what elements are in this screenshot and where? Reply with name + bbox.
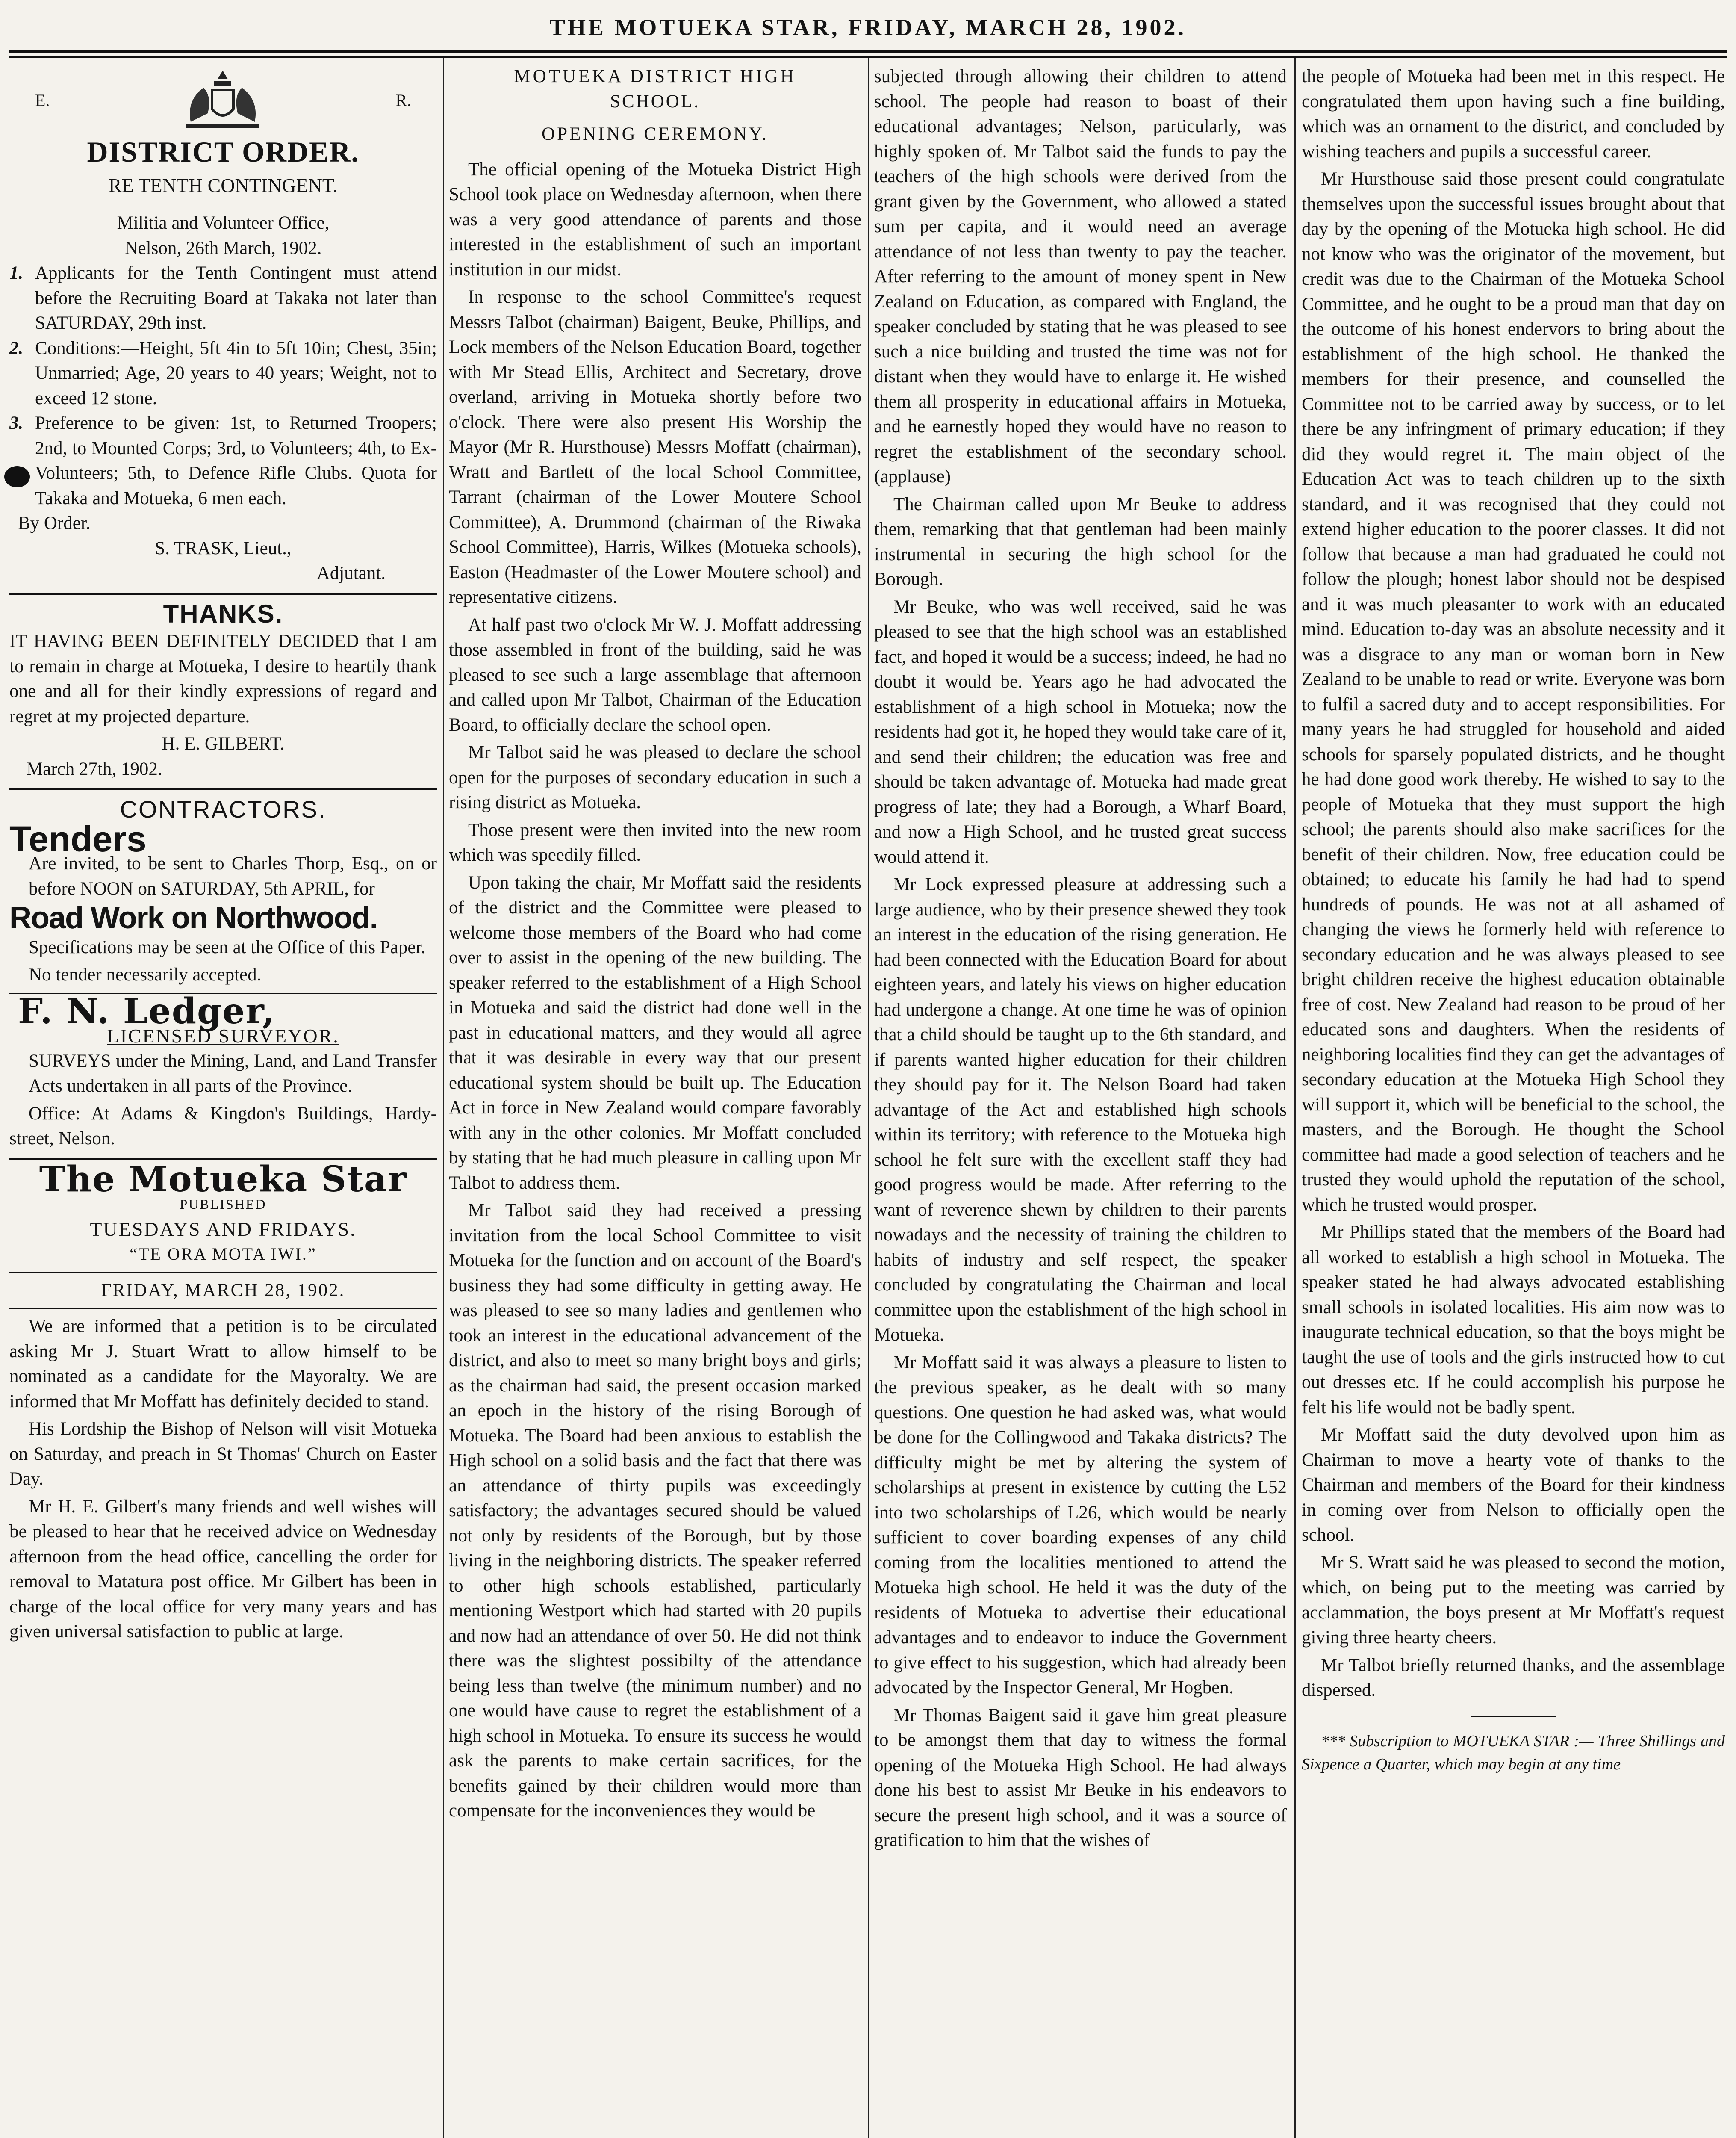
tenders-body: Are invited, to be sent to Charles Thorp, Esq., on or before NOON on SATURDAY, 5th APRIL, for <box>29 853 437 899</box>
article-paragraph: Mr Hursthouse said those present could congratulate themselves upon the successful issues brought about that day by the opening of the Motueka high school. He did not know who was the originator of the movement, but credit was due to the Chairman of the Motueka School Committee, and he ought to be a proud man that day on the outcome of his honest endervors to bring about the establishment of the high school. He thanked the members for their presence, and counselled the Committee not to be carried away by success, or to let there be any infringment of primary education; if they did they would regret it. The main object of the Education Act was to teach children up to the sixth standard, and it was recognised that they could not extend higher education to the poorer classes. It did not follow that because a man had graduated he could not follow the plough; honest labor should not be despised and it was much pleasanter to work with an educated mind. Education to-day was an absolute necessity and it was a disgrace to any man or woman born in New Zealand to be unable to read or write. Everyone was born to fulfil a sacred duty and to accept responsibilities. For many years he had struggled for household and aided schools for sparsely populated districts, and he thought he had done good work thereby. He wished to say to the people of Motueka that they must support the high school; the parents should also make sacrifices for the benefit of their children. Now, free education could be obtained; to educate his family he had had to spend hundreds of pounds. He was not at all ashamed of changing the views he formerly held with reference to secondary education and he was always pleased to see bright children receive the highest education obtainable free of cost. New Zealand had reason to be proud of her educated sons and daughters. When the residents of neighboring localities find they can get the advantages of secondary education at the Motueka High School they will support it, which will be beneficial to the school, the masters, and the Borough. He thought the School committee had made a good selection of teachers and he trusted they would uphold the reputation of the school, which he trusted would prosper. <box>1302 169 1725 1215</box>
article-paragraph: Mr Talbot briefly returned thanks, and the assemblage dispersed. <box>1302 1655 1725 1700</box>
roadwork-heading: Road Work on Northwood. <box>9 901 377 935</box>
order-text: Applicants for the Tenth Contingent must attend before the Recruiting Board at Takaka not later than SATURDAY, 29th inst. <box>35 263 437 333</box>
article-paragraph: Mr Moffatt said it was always a pleasure to listen to the previous speaker, as he dealt with so many questions. One question he had asked was, what would be done for the Collingwood and Takaka districts? The difficulty might be met by altering the system of scholarships at present in existence by cutting the L52 into two scholarships of L26, which would be nearly sufficient to cover boarding expenses of any child coming from the localities mentioned to attend the Motueka high school. He held it was the duty of the residents of Motueka to advertise their educational advantages and to endeavor to induce the Government to give effect to his suggestion, which had already been advocated by the Inspector General, Mr Hogben. <box>874 1352 1287 1698</box>
news-item: His Lordship the Bishop of Nelson will visit Motueka on Saturday, and preach in St Thomas' Church on Easter Day. <box>9 1419 437 1489</box>
ledger-body: SURVEYS under the Mining, Land, and Land Transfer Acts undertaken in all parts of the Province. <box>29 1051 437 1096</box>
order-text: Preference to be given: 1st, to Returned Troopers; 2nd, to Mounted Corps; 3rd, to Volunteers; 4th, to Ex-Volunteers; 5th, to Defence Rifle Clubs. Quota for Takaka and Motueka, 6 men each. <box>35 413 437 508</box>
district-order-title: DISTRICT ORDER. <box>87 136 360 168</box>
article-paragraph: the people of Motueka had been met in this respect. He congratulated them upon having such a fine building, which was an ornament to the district, and concluded by wishing teachers and pupils a successful career. <box>1302 66 1725 162</box>
article-paragraph: At half past two o'clock Mr W. J. Moffatt addressing those assembled in front of the building, said he was pleased to see such a large assemblage that afternoon and called upon Mr Talbot, Chairman of the Education Board, to officially declare the school open. <box>449 614 861 735</box>
article-paragraph: Upon taking the chair, Mr Moffatt said the residents of the district and the Committee were pleased to welcome those members of the Board who had come over to assist in the opening of the new building. The speaker referred to the establishment of a High School in Motueka and said the district had done well in the past in educational matters, and they would all agree that it was desirable in every way that our present educational system should be built up. The Education Act in force in New Zealand would compare favorably with any in the other colonies. Mr Moffatt concluded by stating that he had much pleasure in calling upon Mr Talbot to address them. <box>449 872 861 1193</box>
office-line-2: Nelson, 26th March, 1902. <box>124 238 322 258</box>
article-paragraph: In response to the school Committee's request Messrs Talbot (chairman) Baigent, Beuke, Phillips, and Lock members of the Nelson Education Board, together with Mr Stead Ellis, Architect and Secretary, drove overland, arriving in Motueka shortly before two o'clock. There were also present His Worship the Mayor (Mr R. Hursthouse) Messrs Moffatt (chairman), Wratt and Bartlett of the local School Committee, Tarrant (chairman of the Lower Moutere School Committee), A. Drummond (chairman of the Riwaka School Committee), Harris, Wilkes (Motueka schools), Easton (Headmaster of the Lower Moutere school) and representative citizens. <box>449 287 861 607</box>
article-title-line-1: MOTUEKA DISTRICT HIGH <box>514 66 796 86</box>
contractors-title: CONTRACTORS. <box>120 796 327 823</box>
ledger-name: F. N. Ledger, <box>18 990 276 1032</box>
column-1 <box>9 64 437 2138</box>
article-paragraph: The official opening of the Motueka District High School took place on Wednesday afternoon, when there was a very good attendance of parents and those interested in the establishment of such an important institution in our midst. <box>449 159 861 280</box>
article-paragraph: Mr Lock expressed pleasure at addressing such a large audience, who by their presence shewed they took an interest in the education of the rising generation. He had been connected with the Education Board for about eighteen years, and lately his views on higher education had undergone a change. At one time he was of opinion that a child should be taught up to the 6th standard, and if parents wanted higher education for their children they should pay for it. The Nelson Board had taken advantage of the Act and established high schools within its territory; with reference to the Motueka high school he felt sure with the excellent staff they had good progress would be made. After referring to the want of reverence shewn by children to their parents nowadays and the necessity of training the children to habits of industry and self respect, the speaker concluded by congratulating the Chairman and local committee upon the establishment of the high school in Motueka. <box>874 874 1287 1345</box>
order-number: 1. <box>9 263 24 283</box>
paper-title: The Motueka Star <box>39 1158 407 1200</box>
no-tender-note: No tender necessarily accepted. <box>29 965 262 985</box>
thanks-title: THANKS. <box>163 599 283 628</box>
signer: S. TRASK, Lieut., <box>155 538 292 558</box>
column-divider <box>443 58 444 2138</box>
divider <box>9 1272 437 1273</box>
ledger-office: Office: At Adams & Kingdon's Buildings, Hardy-street, Nelson. <box>9 1103 437 1149</box>
news-item: We are informed that a petition is to be circulated asking Mr J. Stuart Wratt to allow himself to be nominated as a candidate for the Mayoralty. We are informed that Mr Moffatt has definitely decided to stand. <box>9 1316 437 1412</box>
column-4 <box>1302 64 1725 2138</box>
divider <box>1471 1716 1556 1717</box>
column-divider <box>868 58 869 2138</box>
article-paragraph: Mr Moffatt said the duty devolved upon him as Chairman to move a hearty vote of thanks to the Chairman and members of the Board for their kindness in coming over from Nelson to officially open the school. <box>1302 1425 1725 1545</box>
specifications-note: Specifications may be seen at the Office of this Paper. <box>29 937 426 957</box>
subscription-note: *** Subscription to MOTUEKA STAR :— Three Shillings and Sixpence a Quarter, which may begin at any time <box>1302 1732 1725 1773</box>
order-list <box>9 261 437 511</box>
article-paragraph: Mr Talbot said they had received a pressing invitation from the local School Committee to visit Motueka for the function and on account of the Board's business they had some difficulty in getting away. He was pleased to see so many ladies and gentlemen who took an interest in the educational advancement of the district, and also to meet so many bright boys and girls; as the chairman had said, the present occasion marked an epoch in the history of the rising Borough of Motueka. The Board had been anxious to establish the High school on a solid basis and the fact that there was an attendance of thirty pupils was exceedingly satisfactory; the advantages secured should be valued not only by residents of the Borough, but by those living in the neighboring districts. The speaker referred to other high schools established, particularly mentioning Westport which had started with 20 pupils and now had an attendance of over 50. He did not think there was the slightest possibilty of the attendance being less than twelve (the minimum number) and no one would have cause to regret the establishment of a high school in Motueka. To ensure its success he would ask the parents to make certain sacrifices, for the benefits gained by their children would more than compensate for the inconveniences they would be <box>449 1200 861 1821</box>
article-title-line-2: SCHOOL. <box>610 91 700 112</box>
article-paragraph: Mr Talbot said he was pleased to declare the school open for the purposes of secondary education in such a rising district as Motueka. <box>449 742 861 812</box>
masthead-rule <box>9 50 1727 53</box>
divider <box>9 1308 437 1309</box>
article-paragraph: Mr Beuke, who was well received, said he was pleased to see that the high school was an established fact, and hoped it would be a success; indeed, he had no doubt it would be. Years ago he had advocated the establishment of a high school in Motueka; now the residents had got it, he hoped they would take care of it, and send their children; the education was free and should be taken advantage of. Motueka had made great progress of late; they had a Borough, a Wharf Board, and now a High School, and he trusted great success would attend it. <box>874 597 1287 867</box>
tenders-title: Tenders <box>9 818 147 859</box>
article-paragraph: The Chairman called upon Mr Beuke to address them, remarking that that gentleman had been mainly instrumental in securing the high school for the Borough. <box>874 494 1287 589</box>
thanks-signer: H. E. GILBERT. <box>162 734 285 754</box>
coat-of-arms-icon <box>174 66 272 135</box>
ink-blot <box>4 466 30 487</box>
signer-title: Adjutant. <box>316 563 386 583</box>
by-order: By Order. <box>18 513 91 533</box>
office-line-1: Militia and Volunteer Office, <box>117 213 330 233</box>
article-paragraph: Mr S. Wratt said he was pleased to second the motion, which, on being put to the meeting was carried by acclammation, the boys present at Mr Moffatt's request giving three hearty cheers. <box>1302 1552 1725 1648</box>
order-item <box>9 336 437 411</box>
re-line: RE TENTH CONTINGENT. <box>108 174 338 196</box>
order-number: 2. <box>9 338 24 358</box>
column-divider <box>1294 58 1296 2138</box>
motto: “TE ORA MOTA IWI.” <box>130 1244 317 1264</box>
order-item <box>9 411 437 511</box>
masthead: THE MOTUEKA STAR, FRIDAY, MARCH 28, 1902. <box>549 15 1187 40</box>
article-paragraph: Mr Phillips stated that the members of the Board had all worked to establish a high school in Motueka. The speaker stated he had always advocated establishing small schools in isolated localities. His aim now was to inaugurate technical education, so that the boys might be taught the use of tools and the girls instructed how to cut out dresses etc. If he could accomplish his purpose he felt his life would not be badly spent. <box>1302 1222 1725 1417</box>
divider <box>9 788 437 790</box>
divider <box>9 593 437 595</box>
column-3 <box>874 64 1287 2138</box>
thanks-body: IT HAVING BEEN DEFINITELY DECIDED that I am to remain in charge at Motueka, I desire to heartily thank one and all for their kindly expressions of regard and regret at my projected departure. <box>9 631 437 726</box>
crest-letter-e: E. <box>35 90 50 110</box>
order-text: Conditions:—Height, 5ft 4in to 5ft 10in; Chest, 35in; Unmarried; Age, 20 years to 40 years; Weight, not to exceed 12 stone. <box>35 338 437 408</box>
article-paragraph: subjected through allowing their children to attend school. The people had reason to boast of their educational advantages; Nelson, particularly, was highly spoken of. Mr Talbot said the funds to pay the teachers of the high schools were derived from the grant given by the Government, who allowed a stated sum per capita, and it would need an average attendance of not less than twenty to pay the teacher. After referring to the amount of money spent in New Zealand on Education, as compared with England, the speaker concluded by stating that he was pleased to see such a nice building and trusted the time was not for distant when they would have to enlarge it. He wished them all prosperity in educational affairs in Motueka, and he earnestly hoped they would have no reason to regret the establishment of the secondary school. (applause) <box>874 66 1287 487</box>
order-item <box>9 261 437 336</box>
column-2 <box>449 64 861 2138</box>
publishing-days: TUESDAYS AND FRIDAYS. <box>90 1218 357 1240</box>
ledger-title: LICENSED SURVEYOR. <box>107 1025 339 1047</box>
article-paragraph: Mr Thomas Baigent said it gave him great pleasure to be amongst them that day to witness the formal opening of the Motueka High School. He had always done his best to assist Mr Beuke in his endeavors to secure the present high school, and it was a source of gratification to him that the wishes of <box>874 1705 1287 1850</box>
order-number: 3. <box>9 413 24 433</box>
thanks-date: March 27th, 1902. <box>27 759 162 779</box>
crest-letter-r: R. <box>395 90 411 110</box>
article-subtitle: OPENING CEREMONY. <box>542 124 769 144</box>
news-item: Mr H. E. Gilbert's many friends and well wishes will be pleased to hear that he received advice on Wednesday afternoon from the head office, cancelling the order for removal to Matatura post office. Mr Gilbert has been in charge of the local office for very many years and has given universal satisfaction to public at large. <box>9 1496 437 1642</box>
published-label: PUBLISHED <box>180 1196 267 1212</box>
article-paragraph: Those present were then invited into the new room which was speedily filled. <box>449 820 861 865</box>
dateline: FRIDAY, MARCH 28, 1902. <box>101 1280 345 1300</box>
royal-crest <box>9 64 437 137</box>
